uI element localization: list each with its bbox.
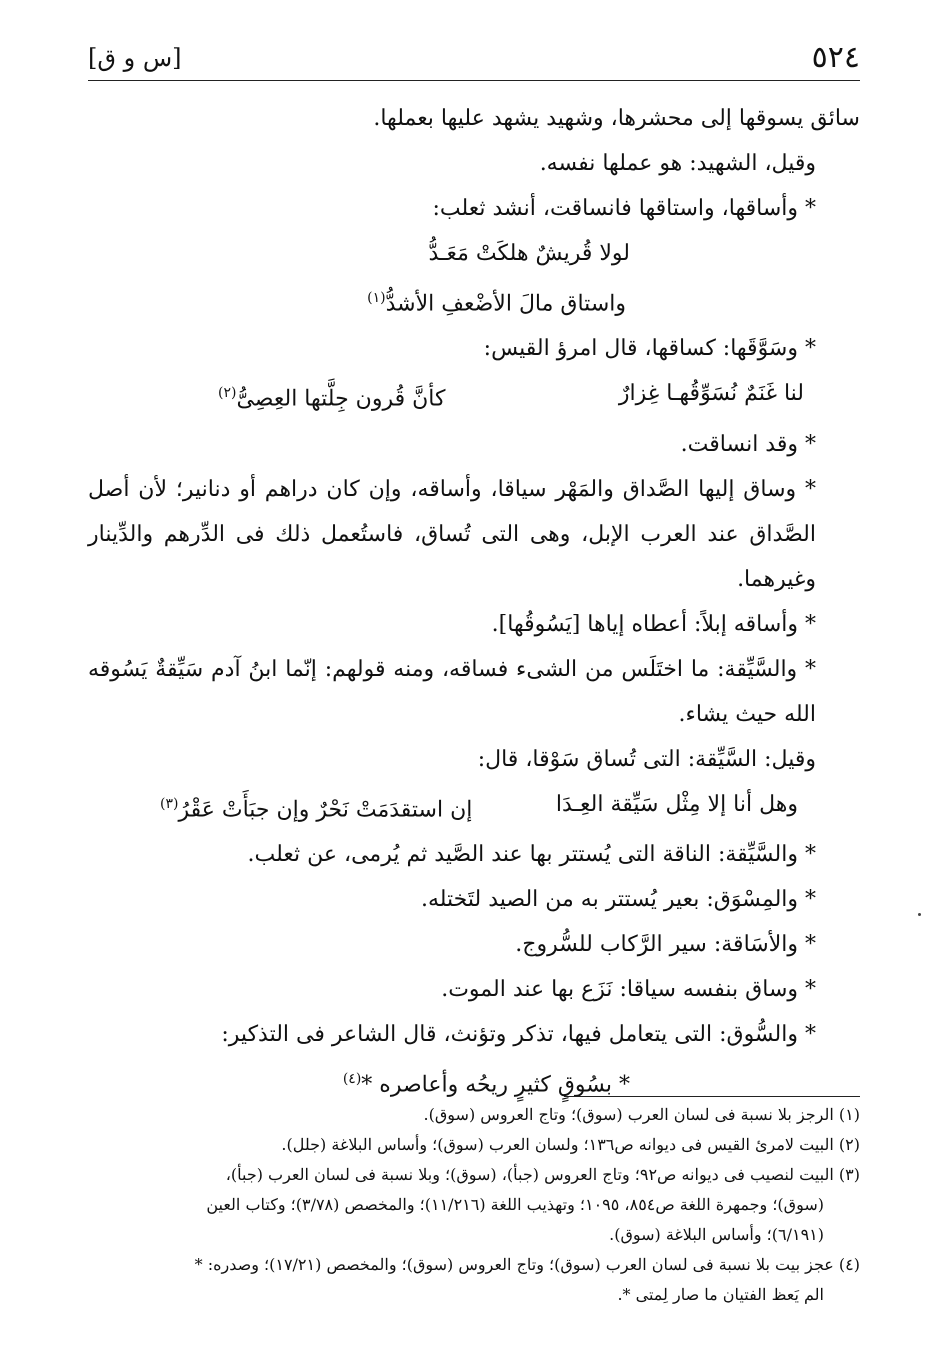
footnote-marker: (٤) [342,1070,362,1087]
verse-hemistich: لولا قُريشٌ هلكَتْ مَعَـدُّ [428,241,630,266]
print-speck [918,913,921,916]
page-header [88,38,860,78]
paragraph: وقيل، الشهيد: هو عملها نفسه. [539,151,816,176]
verse-line [88,231,860,276]
paragraph: * والسَّيِّقة: الناقة التى يُستتر بها عند الصَّيد ثم يُرمى، عن ثعلب. [247,841,816,867]
footnote: (٤) عجز بيت بلا نسبة فى لسان العرب (سوق)؛ وتاج العروس (سوق)؛ والمخصص (١٧/٢١)؛ وصدره: * [194,1255,860,1274]
footnotes [74,1100,860,1310]
verse-hemistich [218,371,445,421]
paragraph: * وساق بنفسه سياقا: نَزَع بها عند الموت. [441,976,816,1002]
page-number: ٥٢٤ [811,40,860,75]
footnote-marker: (١) [367,290,386,306]
footnote-continuation: (٦/١٩١)؛ وأساس البلاغة (سوق). [609,1225,824,1244]
header-rule [88,80,860,81]
verse-hemistich [160,782,472,832]
paragraph: سائق يسوقها إلى محشرها، وشهيد يشهد عليها بعملها. [373,106,860,131]
verse-line [88,276,860,326]
paragraph: وقيل: السَّيِّقة: التى تُساق سَوْقا، قال: [477,746,816,772]
footnote-continuation: (سوق)؛ وجمهرة اللغة ص٨٥٤، ١٠٩٥؛ وتهذيب اللغة (١١/٢١٦)؛ والمخصص (٣/٧٨)؛ وكتاب العين [206,1195,824,1214]
verse-text: إن استقدَمَتْ نَحْرٌ وإن جبَأَتْ عَقْرُ [178,796,473,822]
paragraph: * وأساقها، واستاقها فانساقت، أنشد ثعلب: [432,196,816,221]
verse-text: واستاق مالَ الأضْعفِ الأشدُّ [385,291,626,317]
paragraph: * والسَّيِّقة: ما اختَلَس من الشىء فساقه، ومنه قولهم: إنّما ابنُ آدم سَيِّقةٌ يَسُوقه الله حيث يشاء. [88,656,816,727]
paragraph: * والأسَاقة: سير الرَّكاب للسُّروج. [515,931,816,957]
entry-body [88,96,860,1107]
footnote: (٢) البيت لامرئ القيس فى ديوانه ص١٣٦؛ ولسان العرب (سوق)؛ وأساس البلاغة (جلل). [281,1135,860,1154]
footnote: (٣) البيت لنصيب فى ديوانه ص٩٢؛ وتاج العروس (جبأ)، (سوق)؛ وبلا نسبة فى لسان العرب (جبأ)، [225,1165,860,1184]
paragraph: * وسَوَّقَها: كساقها، قال امرؤ القيس: [483,336,816,362]
verse-line [88,371,860,421]
verse-line [88,782,860,832]
paragraph: * وقد انساقت. [680,431,816,457]
paragraph: * وساق إليها الصَّداق والمَهْر سياقا، وأساقه، وإن كان دراهم أو دنانير؛ لأن أصل الصَّداق عند العرب الإبل، وهى التى تُساق، فاستُعمل ذلك فى الدِّرهم والدِّينار وغيرهما. [88,476,816,592]
verse-text: كأنَّ قُرون جِلَّتها العِصِىُّ [236,386,446,412]
paragraph: * والمِسْوَق: بعير يُستتر به من الصيد لتَختله. [420,886,816,912]
verse-text: * بسُوقٍ كثيرٍ ريحُه وأعاصره * [361,1072,630,1098]
footnote-marker: (٢) [218,385,237,402]
verse-hemistich: وهل أنا إلا مِثْل سَيِّقة العِـدَا [555,791,798,817]
paragraph: * وأساقه إبلاً: أعطاه إياها [يَسُوقُها]. [491,611,816,637]
root-letters: [س و ق] [88,44,182,72]
verse-hemistich [367,276,626,326]
footnote-rule [564,1096,860,1097]
footnote-continuation: الم يَعظ الفتيان ما صار لِمتى *. [617,1285,824,1304]
footnote-marker: (٣) [160,795,179,812]
verse-hemistich: لنا غَنَمٌ نُسَوِّقُهـا غِزارٌ [618,381,804,407]
paragraph: * والسُّوق: التى يتعامل فيها، تذكر وتؤنث، قال الشاعر فى التذكير: [221,1021,816,1047]
footnote: (١) الرجز بلا نسبة فى لسان العرب (سوق)؛ وتاج العروس (سوق). [423,1105,860,1124]
